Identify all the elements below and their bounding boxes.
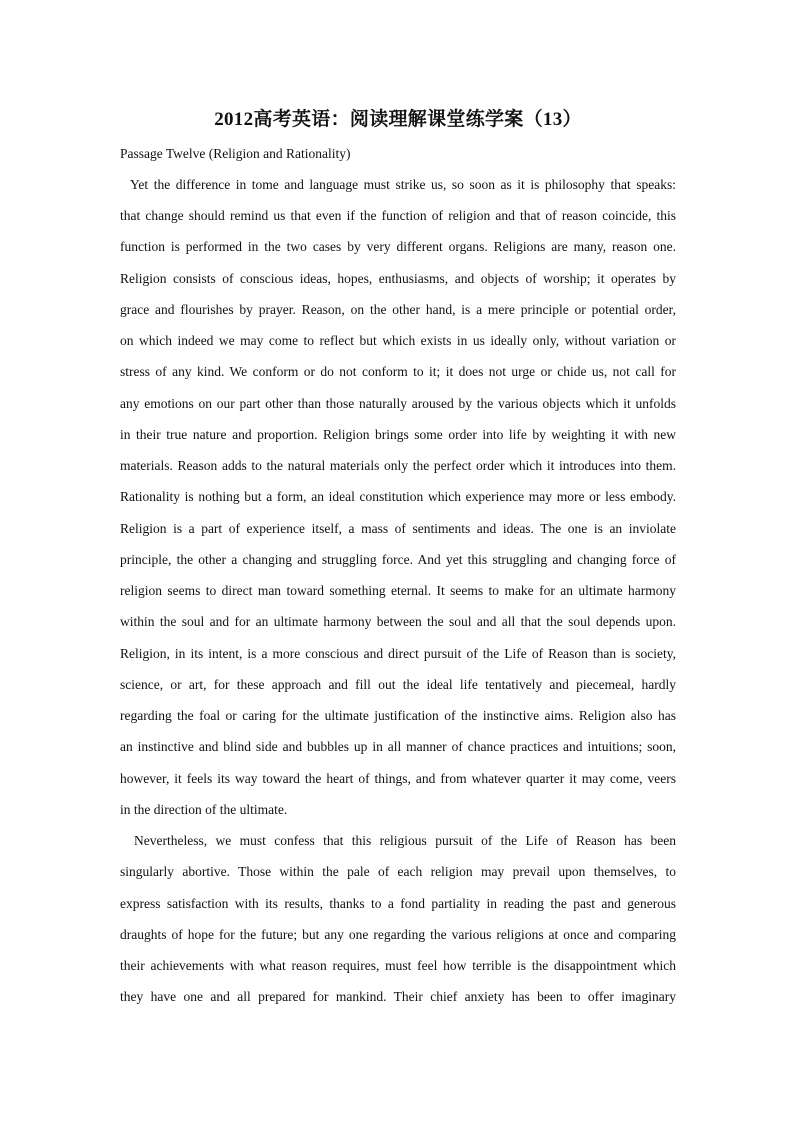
paragraph-line: function is performed in the two cases by very different organs. Religions are many, reason one.	[120, 239, 676, 254]
paragraph-line: Nevertheless, we must confess that this religious pursuit of the Life of Reason has been	[134, 833, 676, 848]
paragraph-line: singularly abortive. Those within the pale of each religion may prevail upon themselves, to	[120, 864, 676, 879]
paragraph-line: within the soul and for an ultimate harmony between the soul and all that the soul depends upon.	[120, 614, 676, 629]
paragraph-line: Rationality is nothing but a form, an ideal constitution which experience may more or less embody.	[120, 489, 676, 504]
paragraph-line: express satisfaction with its results, thanks to a fond partiality in reading the past and generous	[120, 896, 676, 911]
paragraph-line: Yet the difference in tome and language must strike us, so soon as it is philosophy that speaks:	[130, 177, 676, 192]
paragraph-line: materials. Reason adds to the natural materials only the perfect order which it introduces into them.	[120, 458, 676, 473]
paragraph-line: that change should remind us that even if the function of religion and that of reason coincide, this	[120, 208, 676, 223]
paragraph-line: on which indeed we may come to reflect but which exists in us ideally only, without variation or	[120, 333, 676, 348]
paragraph-line: science, or art, for these approach and fill out the ideal life tentatively and piecemeal, hardly	[120, 677, 676, 692]
paragraph-line: they have one and all prepared for mankind. Their chief anxiety has been to offer imaginary	[120, 989, 676, 1004]
paragraph-line: Religion, in its intent, is a more conscious and direct pursuit of the Life of Reason than is society,	[120, 646, 676, 661]
paragraph-line: grace and flourishes by prayer. Reason, on the other hand, is a mere principle or potential order,	[120, 302, 676, 317]
paragraph-line: religion seems to direct man toward something eternal. It seems to make for an ultimate harmony	[120, 583, 676, 598]
paragraph-line: their achievements with what reason requires, must feel how terrible is the disappointment which	[120, 958, 676, 973]
paragraph-line: any emotions on our part other than those naturally aroused by the various objects which it unfolds	[120, 396, 676, 411]
paragraph-line: Religion is a part of experience itself, a mass of sentiments and ideas. The one is an inviolate	[120, 521, 676, 536]
document-title: 2012高考英语：阅读理解课堂练学案（13）	[214, 109, 582, 130]
paragraph-line: Religion consists of conscious ideas, hopes, enthusiasms, and objects of worship; it operates by	[120, 271, 676, 286]
paragraph-line: regarding the foal or caring for the ultimate justification of the instinctive aims. Religion also has	[120, 708, 676, 723]
paragraph-line: in their true nature and proportion. Religion brings some order into life by weighting it with new	[120, 427, 676, 442]
paragraph-line: draughts of hope for the future; but any one regarding the various religions at once and comparing	[120, 927, 676, 942]
paragraph-line: an instinctive and blind side and bubbles up in all manner of chance practices and intuitions; soon,	[120, 739, 676, 754]
paragraph-line: principle, the other a changing and struggling force. And yet this struggling and changing force of	[120, 552, 676, 567]
passage-heading: Passage Twelve (Religion and Rationality)	[120, 146, 351, 161]
paragraph-line: stress of any kind. We conform or do not conform to it; it does not urge or chide us, not call for	[120, 364, 676, 379]
paragraph-line: however, it feels its way toward the heart of things, and from whatever quarter it may come, veers	[120, 771, 676, 786]
paragraph-line: in the direction of the ultimate.	[120, 802, 288, 817]
